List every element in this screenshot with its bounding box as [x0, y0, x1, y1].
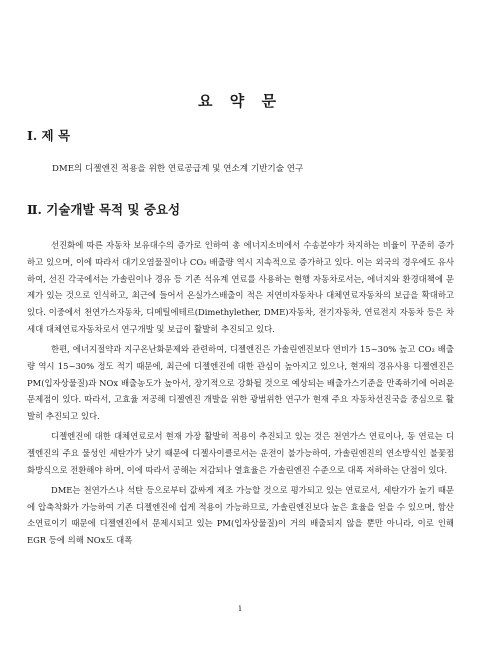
- paragraph: 한편, 에너지절약과 지구온난화문제와 관련하여, 디젤엔진은 가솔린엔진보다 연비가 15~30% 높고 CO₂ 배출량 역시 15~30% 정도 적기 때문에, 최근에 디젤엔진에 대한 관심이 높아지고 있으나, 현재의 경유사용 디젤엔진은 PM(입자상물질)과 NOx 배출농도가 높아서, 장기적으로 강화될 것으로 예상되는 배출가스기준을 만족하기에 어려운 문제점이 있다. 따라서, 고효율 저공해 디젤엔진 개발을 위한 광범위한 연구가 현재 주요 자동차선진국을 중심으로 활발히 추진되고 있다.: [27, 343, 454, 422]
- section-1-heading: I. 제 목: [27, 128, 71, 143]
- document-title: 요 약 문: [198, 92, 282, 110]
- section-2-heading: Ⅱ. 기술개발 목적 및 중요성: [27, 202, 181, 217]
- paragraph: 선진화에 따른 자동차 보유대수의 증가로 인하여 총 에너지소비에서 수송분야가 차지하는 비율이 꾸준히 증가하고 있으며, 이에 따라서 대기오염물질이나 CO₂ 배출량 역시 지속적으로 증가하고 있다. 이는 외국의 경우에도 유사하여, 선진 각국에서는 가솔린이나 경유 등 기존 석유계 연료를 사용하는 현행 자동차로서는, 에너지와 환경대책에 문제가 있는 것으로 인식하고, 최근에 들어서 온실가스배출이 적은 저연비자동차나 대체연료자동차의 보급을 확대하고 있다. 이중에서 천연가스자동차, 디메틸에테르(Dimethylether, DME)자동차, 전기자동차, 연료전지 자동차 등은 차세대 대체연료자동차로서 연구개발 및 보급이 활발히 추진되고 있다.: [27, 240, 454, 334]
- section-2-body: [27, 237, 454, 552]
- paragraph: DME는 천연가스나 석탄 등으로부터 값싸게 제조 가능할 것으로 평가되고 있는 연료로서, 세탄가가 높기 때문에 압축착화가 가능하여 기존 디젤엔진에 쉽게 적용이 가능하므로, 가솔린엔진보다 높은 효율을 얻을 수 있으며, 함산소연료이기 때문에 디젤엔진에서 문제시되고 있는 PM(입자상물질)이 거의 배출되지 않을 뿐만 아니라, 이로 인해 EGR 등에 의해 NOx도 대폭: [27, 484, 454, 546]
- project-subject: DME의 디젤엔진 적용을 위한 연료공급계 및 연소계 기반기술 연구: [52, 164, 304, 174]
- paragraph: 디젤엔진에 대한 대체연료로서 현재 가장 활발히 적용이 추진되고 있는 것은 천연가스 연료이나, 동 연료는 디젤엔진의 주요 물성인 세탄가가 낮기 때문에 디젤사이클로서는 운전이 불가능하여, 가솔린엔진의 연소방식인 불꽃점화방식으로 전환해야 하며, 이에 따라서 공해는 저감되나 열효율은 가솔린엔진 수준으로 대폭 저하하는 단점이 있다.: [27, 431, 454, 475]
- page-number: i: [238, 604, 242, 614]
